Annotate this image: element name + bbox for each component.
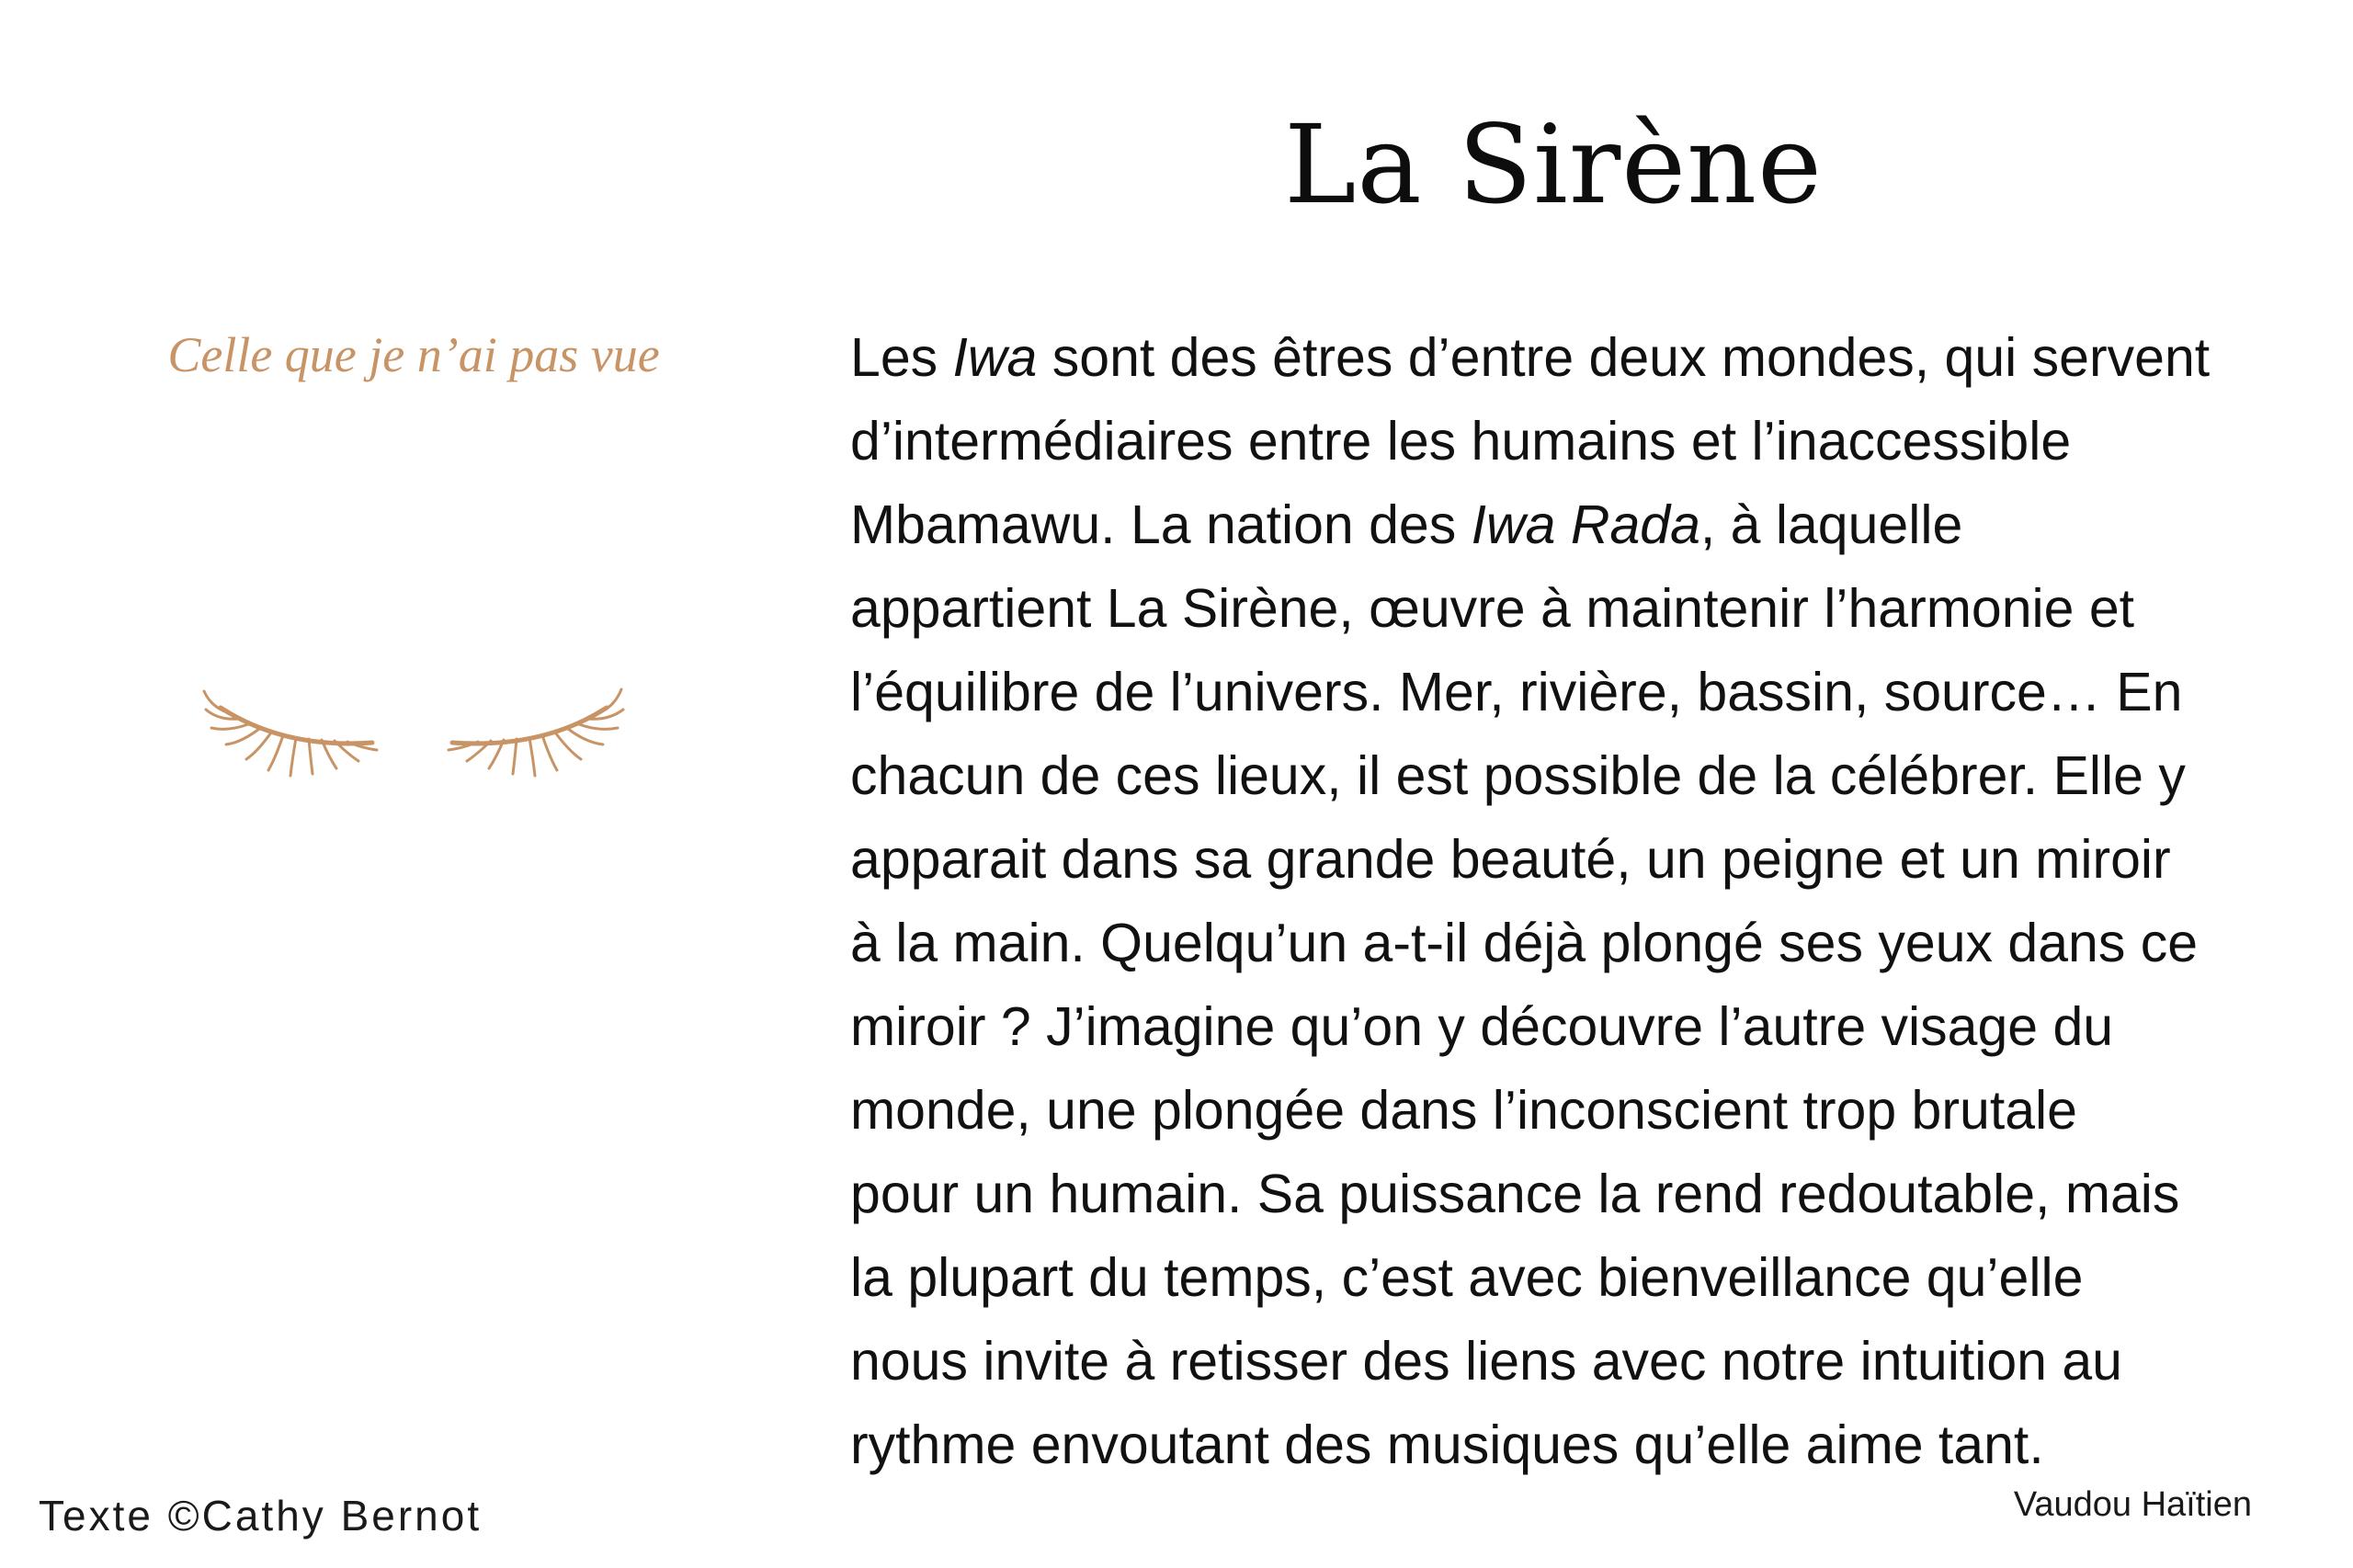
text-run: Mbamawu. La nation des bbox=[850, 494, 1472, 555]
emphasis-iwa-rada: Iwa Rada bbox=[1471, 494, 1700, 555]
left-eye-icon bbox=[204, 691, 377, 776]
text-run: , à laquelle bbox=[1699, 494, 1963, 555]
body-paragraph bbox=[850, 316, 2284, 1487]
body-line bbox=[850, 483, 2284, 567]
body-line: apparait dans sa grande beauté, un peigne et un miroir bbox=[850, 829, 2171, 890]
body-line: appartient La Sirène, œuvre à maintenir l’harmonie et bbox=[850, 578, 2135, 639]
body-line: la plupart du temps, c’est avec bienveillance qu’elle bbox=[850, 1247, 2084, 1308]
body-line: rythme envoutant des musiques qu’elle aime tant. bbox=[850, 1415, 2044, 1475]
author-credit: Texte ©Cathy Bernot bbox=[39, 1492, 483, 1540]
body-line: d’intermédiaires entre les humains et l’inaccessible bbox=[850, 411, 2072, 472]
body-line: chacun de ces lieux, il est possible de la célébrer. Elle y bbox=[850, 745, 2186, 806]
body-line: pour un humain. Sa puissance la rend redoutable, mais bbox=[850, 1164, 2180, 1224]
body-line: monde, une plongée dans l’inconscient trop brutale bbox=[850, 1080, 2077, 1141]
page-title: La Sirène bbox=[1284, 101, 1823, 228]
body-line: miroir ? J’imagine qu’on y découvre l’autre visage du bbox=[850, 996, 2114, 1057]
body-line: à la main. Quelqu’un a-t-il déjà plongé ses yeux dans ce bbox=[850, 913, 2199, 973]
tradition-label: Vaudou Haïtien bbox=[2013, 1485, 2252, 1524]
right-eye-icon bbox=[449, 689, 623, 776]
body-line: nous invite à retisser des liens avec notre intuition au bbox=[850, 1331, 2122, 1392]
body-line bbox=[850, 316, 2284, 400]
closed-eyes-illustration bbox=[202, 680, 634, 818]
text-run: sont des êtres d’entre deux mondes, qui servent bbox=[1037, 327, 2211, 388]
body-line: l’équilibre de l’univers. Mer, rivière, bassin, source… En bbox=[850, 662, 2183, 722]
text-run: Les bbox=[850, 327, 953, 388]
emphasis-iwa: Iwa bbox=[952, 327, 1038, 388]
tagline: Celle que je n’ai pas vue bbox=[167, 327, 660, 382]
